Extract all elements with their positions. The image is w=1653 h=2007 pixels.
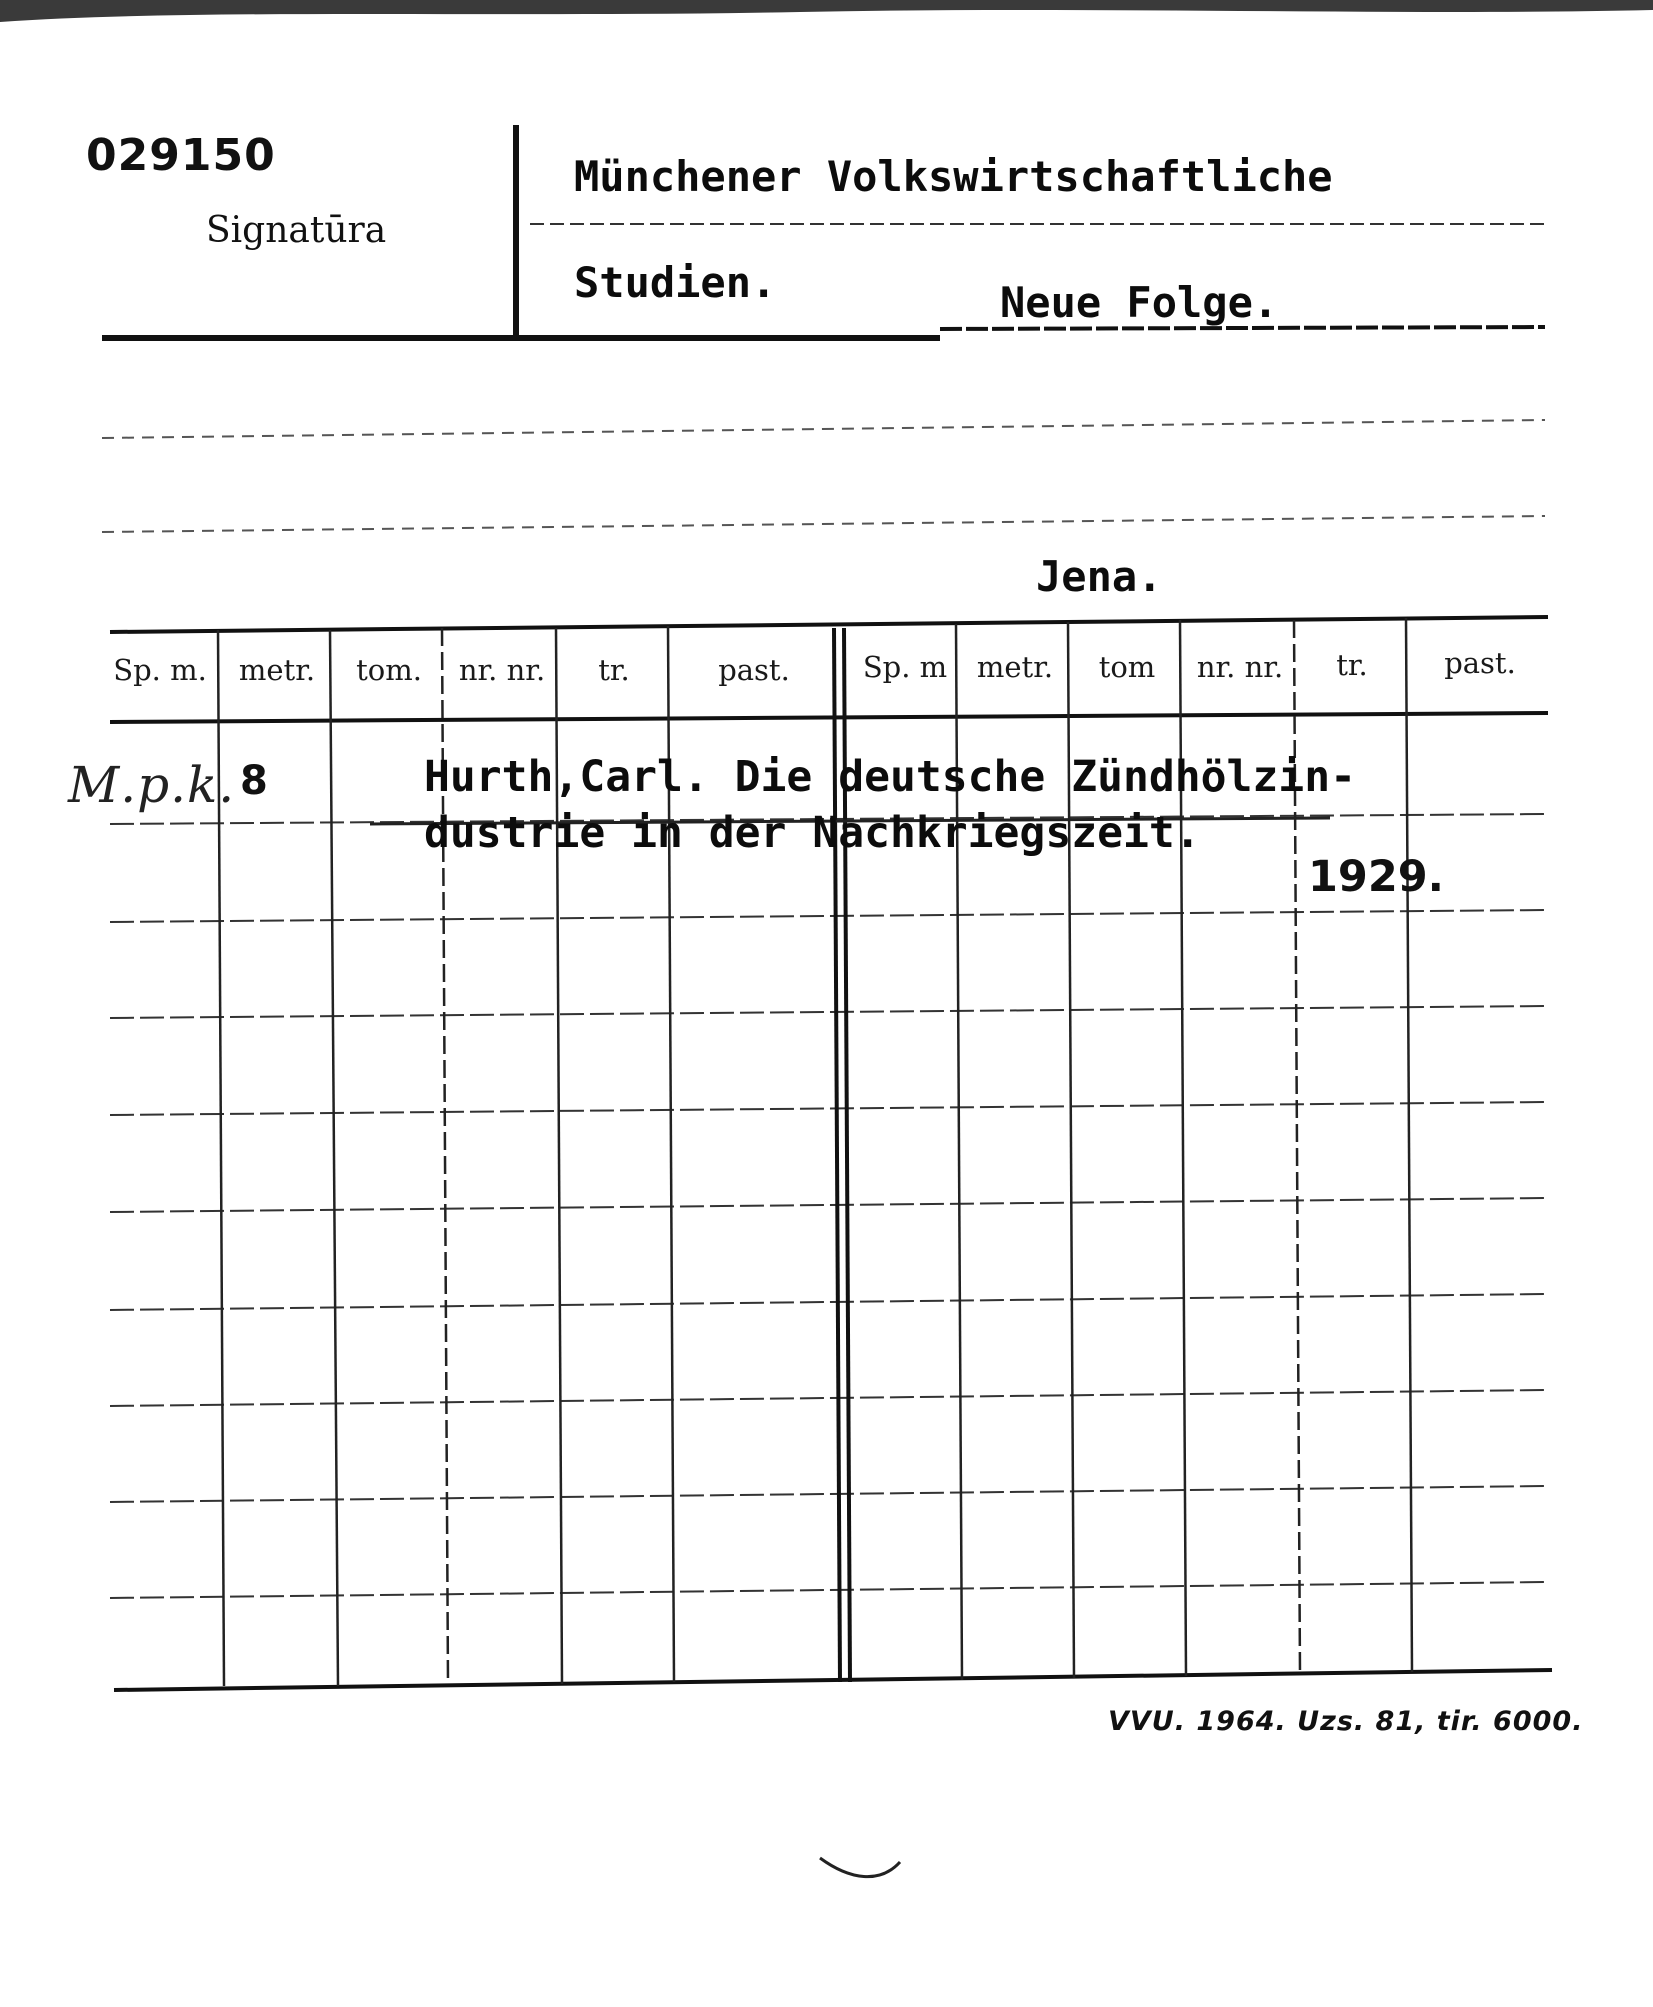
header-past-left: past.: [718, 653, 790, 687]
series-title-line2: Studien.: [574, 258, 777, 307]
header-tr-right: tr.: [1336, 648, 1368, 682]
header-bottom-rule-right: [940, 327, 1545, 329]
torn-top-edge: [0, 0, 1653, 22]
header-tom-right: tom: [1098, 650, 1156, 684]
header-tr-left: tr.: [598, 653, 630, 687]
volume-number: 8: [240, 758, 268, 804]
header-nrnr-right: nr. nr.: [1196, 650, 1284, 684]
entry-year: 1929.: [1308, 852, 1445, 902]
header-metr-right: metr.: [976, 650, 1054, 684]
table-top-border: [110, 617, 1548, 632]
printer-note: VVU. 1964. Uzs. 81, tir. 6000.: [1108, 1706, 1584, 1737]
table-bottom-border: [114, 1670, 1552, 1690]
header-tom-left: tom.: [356, 653, 422, 687]
header-metr-left: metr.: [238, 653, 316, 687]
header-sp-m-right: Sp. m: [862, 650, 948, 684]
table-row-lines: [110, 814, 1548, 1598]
signature-label: Signatūra: [206, 210, 387, 251]
series-neue-folge: Neue Folge.: [1000, 278, 1279, 327]
signature-number: 029150: [86, 130, 276, 181]
header-nrnr-left: nr. nr.: [458, 653, 546, 687]
publication-place: Jena.: [1036, 552, 1163, 601]
series-title-line1: Münchener Volkswirtschaftliche: [574, 152, 1333, 201]
header-past-right: past.: [1444, 646, 1516, 680]
entry-line2: dustrie in der Nachkriegszeit.: [424, 808, 1201, 858]
shelf-mark-handwritten: M.p.k.: [68, 756, 236, 814]
header-sp-m-left: Sp. m.: [113, 653, 207, 687]
blank-rule-2: [102, 516, 1545, 532]
entry-line1: Hurth,Carl. Die deutsche Zündhölzin-: [424, 752, 1356, 802]
bottom-curve-mark: [820, 1858, 900, 1877]
table-header-bottom: [110, 713, 1548, 722]
blank-rule-1: [102, 420, 1545, 438]
